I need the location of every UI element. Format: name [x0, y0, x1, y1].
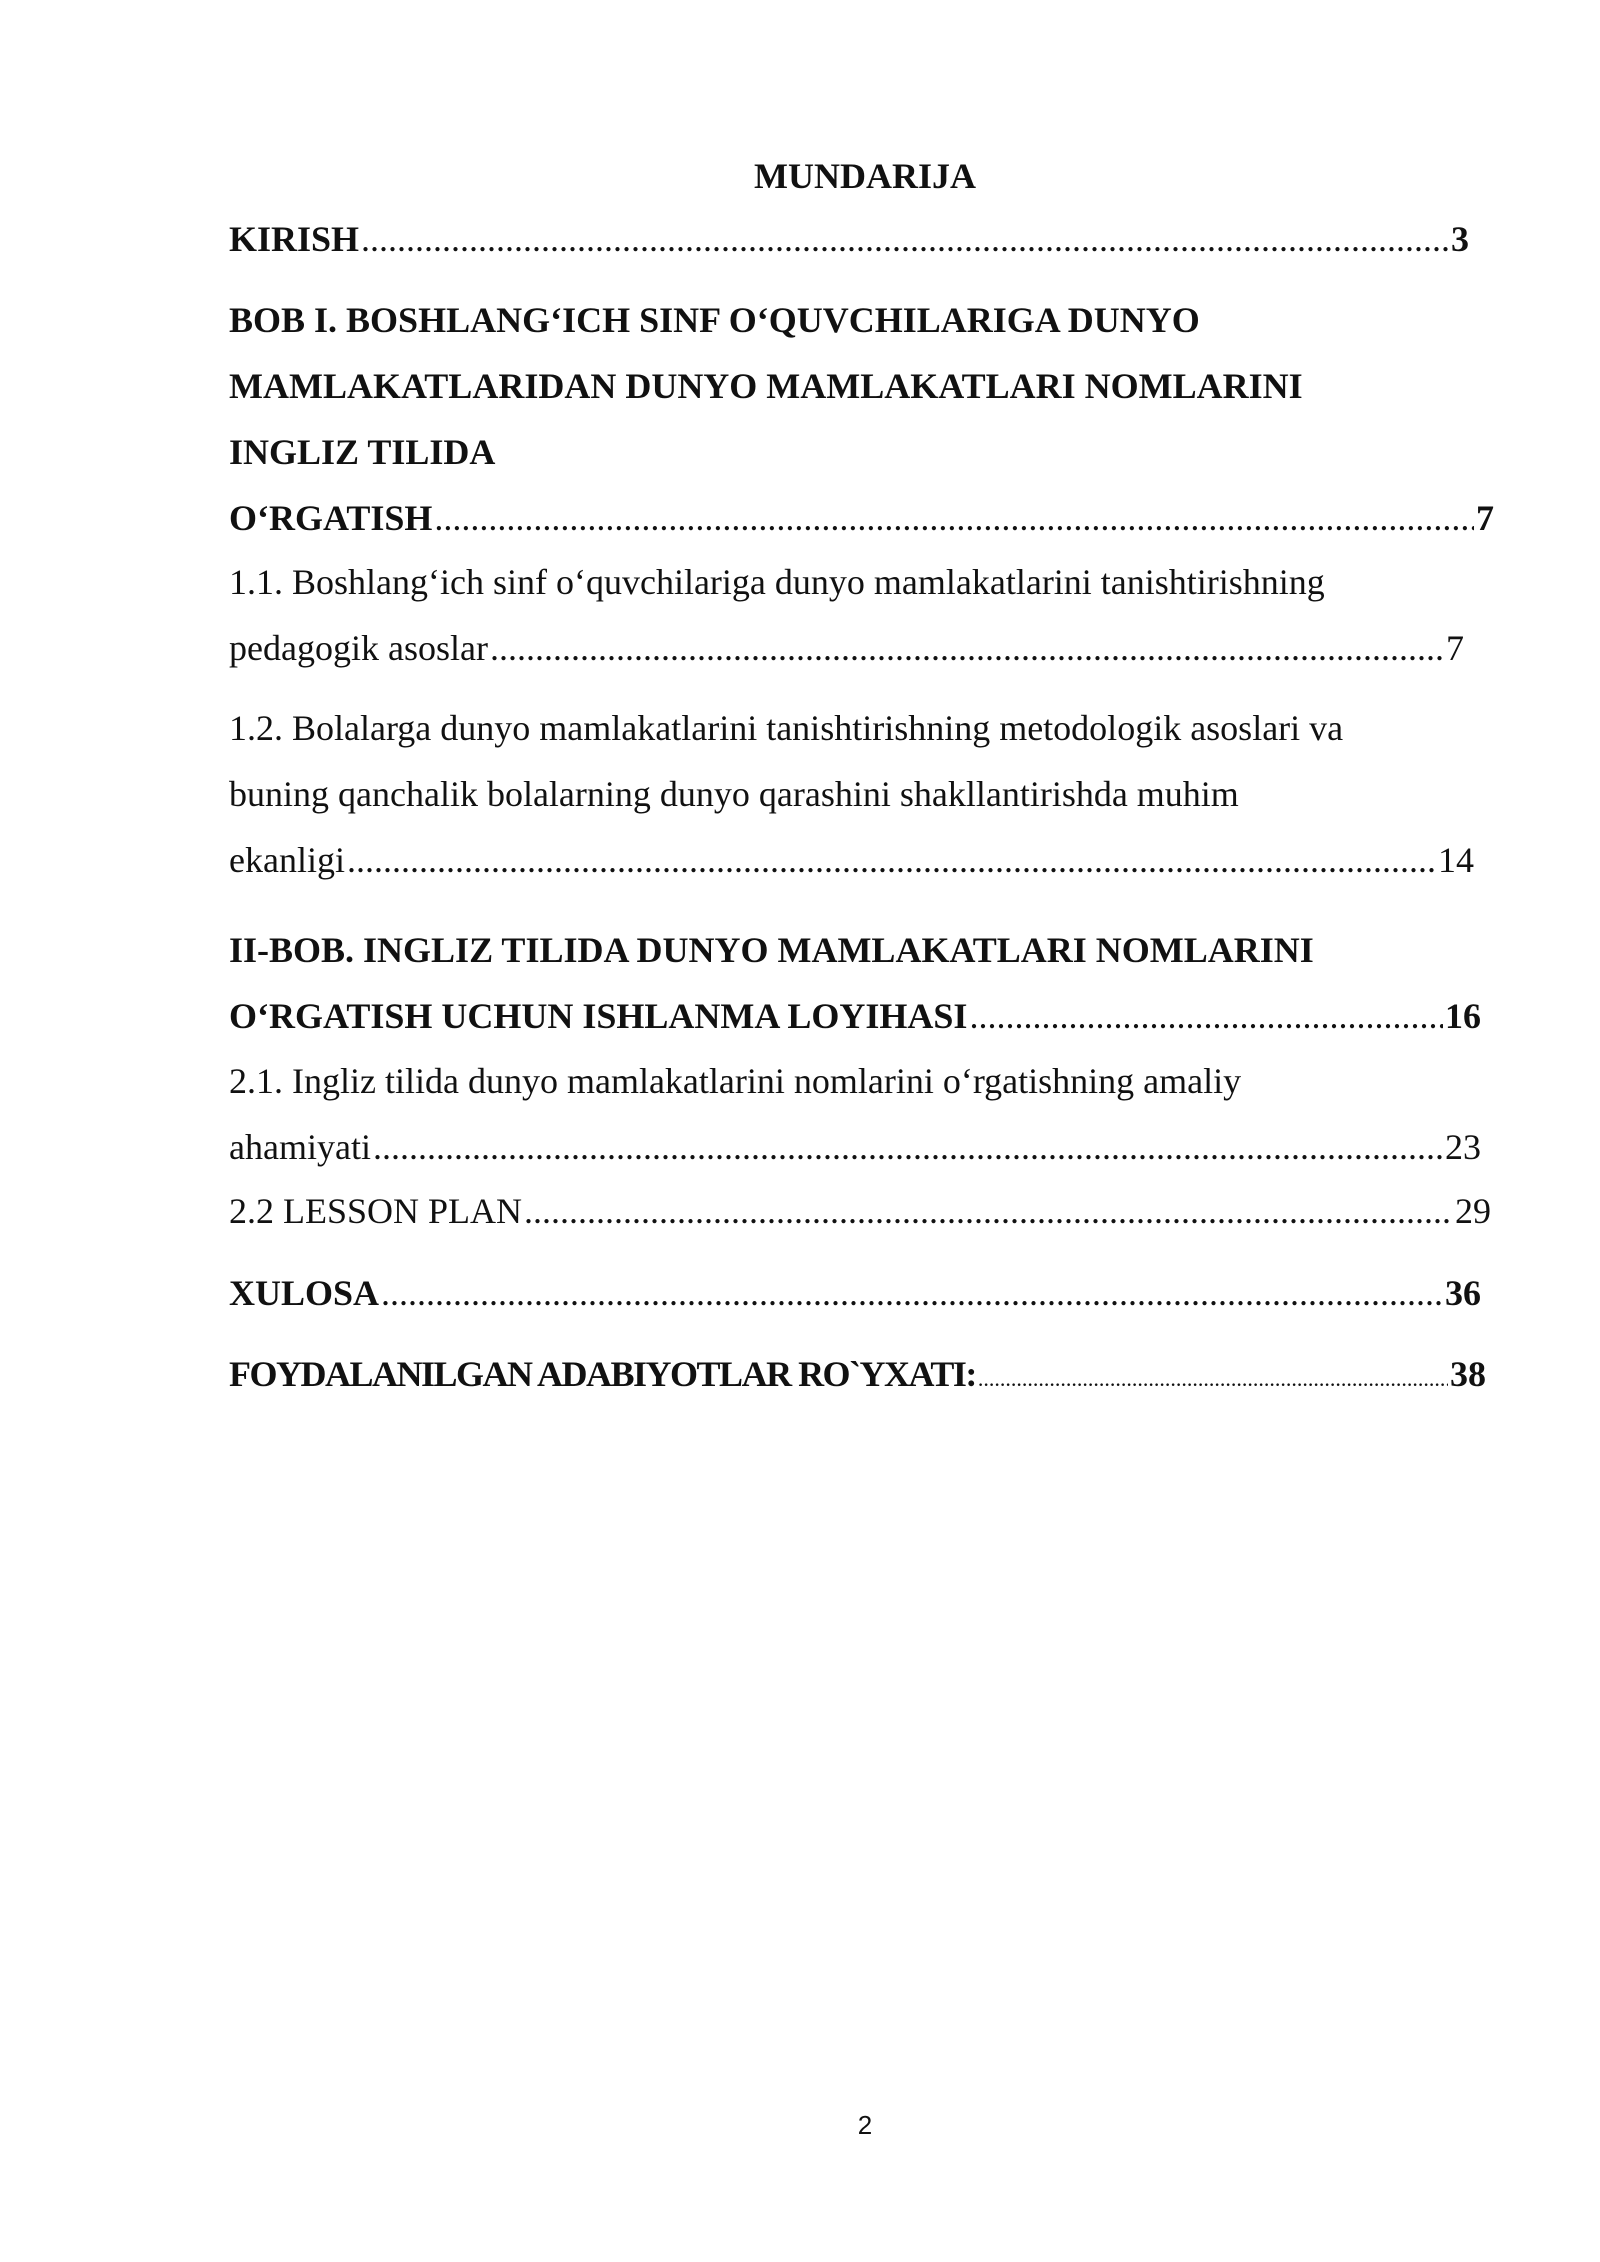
toc-line	[229, 206, 1469, 272]
toc-entry-chapter-1[interactable]	[229, 287, 1494, 551]
toc-line	[229, 485, 1494, 551]
toc-line: 1.1. Boshlang‘ich sinf o‘quvchilariga dunyo mamlakatlarini tanishtirishning	[229, 562, 1325, 602]
toc-label: KIRISH	[229, 219, 360, 259]
toc-page-number: 16	[1445, 996, 1481, 1036]
toc-entry-section-1-2[interactable]	[229, 695, 1474, 893]
toc-leader-dots	[381, 1260, 1443, 1326]
toc-line	[229, 615, 1464, 681]
toc-entry-conclusion[interactable]	[229, 1260, 1481, 1326]
toc-leader-dots	[434, 485, 1474, 551]
toc-label: O‘RGATISH	[229, 498, 433, 538]
toc-leader-dots	[969, 983, 1443, 1049]
toc-page-number: 29	[1455, 1191, 1491, 1231]
toc-line: 1.2. Bolalarga dunyo mamlakatlarini tanishtirishning metodologik asoslari va	[229, 708, 1344, 748]
toc-line: INGLIZ TILIDA	[229, 432, 496, 472]
toc-line: 2.1. Ingliz tilida dunyo mamlakatlarini nomlarini o‘rgatishning amaliy	[229, 1061, 1242, 1101]
toc-line: buning qanchalik bolalarning dunyo qarashini shakllantirishda muhim	[229, 774, 1239, 814]
toc-line: MAMLAKATLARIDAN DUNYO MAMLAKATLARI NOMLARINI	[229, 366, 1303, 406]
toc-entry-section-2-2[interactable]	[229, 1178, 1491, 1244]
toc-leader-dots	[490, 615, 1444, 681]
toc-line	[229, 983, 1481, 1049]
page-title: MUNDARIJA	[754, 156, 976, 196]
toc-label: O‘RGATISH UCHUN ISHLANMA LOYIHASI	[229, 996, 968, 1036]
toc-page-number: 14	[1438, 840, 1474, 880]
toc-label: FOYDALANILGAN ADABIYOTLAR RO`YXATI:	[229, 1354, 976, 1394]
toc-line	[229, 1114, 1481, 1180]
toc-label: 2.2 LESSON PLAN	[229, 1191, 523, 1231]
toc-page-number: 38	[1450, 1354, 1486, 1394]
toc-entry-intro[interactable]	[229, 206, 1469, 272]
toc-leader-dots	[524, 1178, 1453, 1244]
toc-label: ekanligi	[229, 840, 345, 880]
toc-page-number: 7	[1446, 628, 1464, 668]
toc-page-number: 36	[1445, 1273, 1481, 1313]
toc-entry-section-1-1[interactable]	[229, 549, 1464, 681]
toc-line	[229, 1341, 1486, 1407]
toc-entry-references[interactable]	[229, 1341, 1486, 1407]
toc-line	[229, 1260, 1481, 1326]
toc-entry-chapter-2[interactable]	[229, 917, 1481, 1049]
toc-leader-dots	[361, 206, 1449, 272]
toc-entry-section-2-1[interactable]	[229, 1048, 1481, 1180]
toc-leader-dots	[373, 1114, 1443, 1180]
toc-page-number: 3	[1451, 219, 1469, 259]
toc-line	[229, 827, 1474, 893]
toc-page-number: 7	[1476, 498, 1494, 538]
toc-leader-dots	[978, 1346, 1448, 1407]
toc-label: ahamiyati	[229, 1127, 371, 1167]
toc-label: pedagogik asoslar	[229, 628, 488, 668]
toc-leader-dots	[347, 827, 1436, 893]
toc-line: II-BOB. INGLIZ TILIDA DUNYO MAMLAKATLARI NOMLARINI	[229, 930, 1314, 970]
toc-line: BOB I. BOSHLANG‘ICH SINF O‘QUVCHILARIGA DUNYO	[229, 300, 1200, 340]
page-number: 2	[857, 2110, 873, 2140]
toc-label: XULOSA	[229, 1273, 380, 1313]
toc-page-number: 23	[1445, 1127, 1481, 1167]
toc-line	[229, 1178, 1491, 1244]
